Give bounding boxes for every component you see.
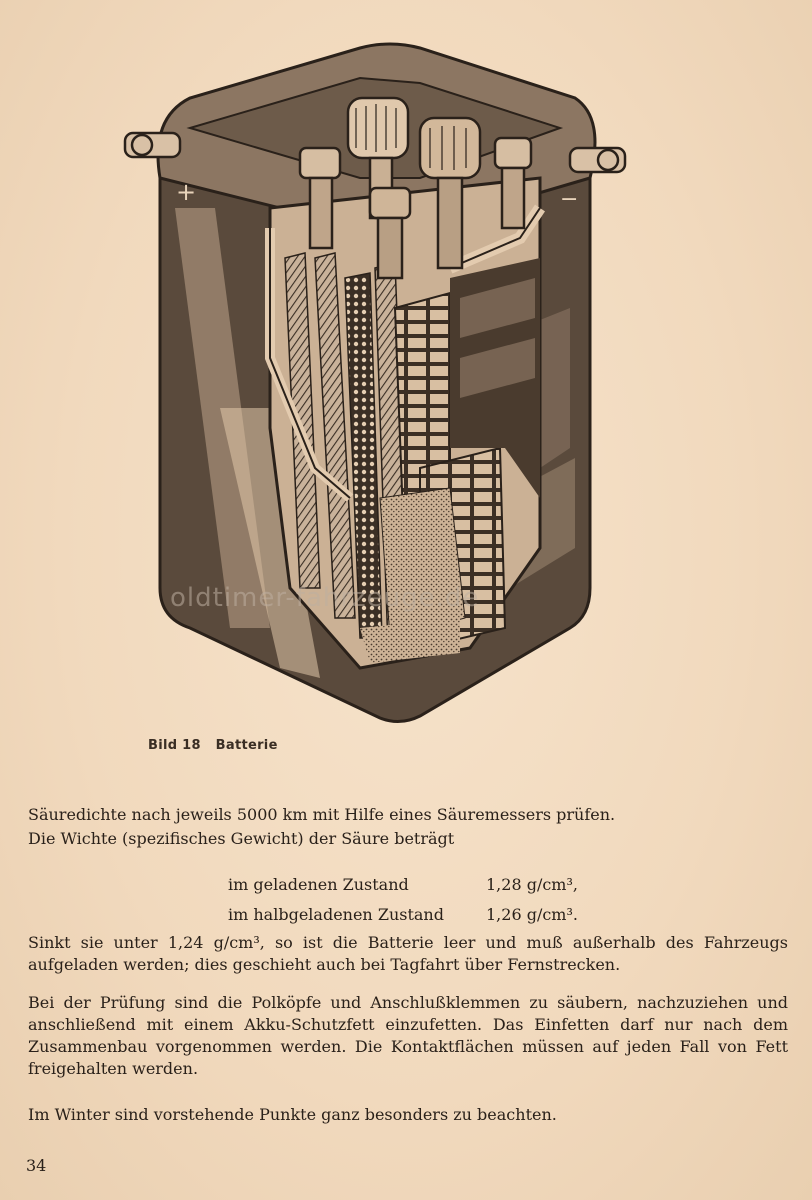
figure-number: Bild 18 bbox=[148, 738, 201, 753]
body-line-1: Säuredichte nach jeweils 5000 km mit Hilfe eines Säuremessers prüfen. bbox=[28, 805, 616, 824]
body-line-2: Die Wichte (spezifisches Gewicht) der Säure beträgt bbox=[28, 829, 455, 848]
body-paragraph-5: Im Winter sind vorstehende Punkte ganz besonders zu beachten. bbox=[28, 1105, 557, 1124]
plus-sign: + bbox=[176, 178, 197, 206]
watermark: oldtimer-fahrzeuge.de bbox=[170, 583, 480, 613]
table-label: im halbgeladenen Zustand bbox=[228, 905, 444, 924]
table-label: im geladenen Zustand bbox=[228, 875, 409, 894]
battery-cutaway-illustration bbox=[120, 28, 630, 728]
body-paragraph-4: Bei der Prüfung sind die Polköpfe und Anschlußklemmen zu säubern, nachzuziehen und anschließend mit einem Akku-Schutzfett einzufetten. Das Einfetten darf nur nach dem Zusammenbau vorgenommen werden. Die Kontaktflächen müssen auf jeden Fall von Fett freigehalten werden. bbox=[28, 993, 788, 1078]
minus-sign: − bbox=[560, 187, 579, 212]
page-number: 34 bbox=[26, 1156, 47, 1175]
table-value: 1,26 g/cm³. bbox=[486, 905, 578, 924]
table-value: 1,28 g/cm³, bbox=[486, 875, 578, 894]
figure-caption bbox=[148, 738, 278, 753]
figure-title: Batterie bbox=[215, 738, 278, 753]
body-paragraph-3: Sinkt sie unter 1,24 g/cm³, so ist die Batterie leer und muß außerhalb des Fahrzeugs aufgeladen werden; dies geschieht auch bei Tagfahrt über Fernstrecken. bbox=[28, 933, 788, 974]
table-row bbox=[228, 870, 578, 900]
table-row bbox=[228, 900, 578, 930]
density-table bbox=[228, 870, 578, 930]
